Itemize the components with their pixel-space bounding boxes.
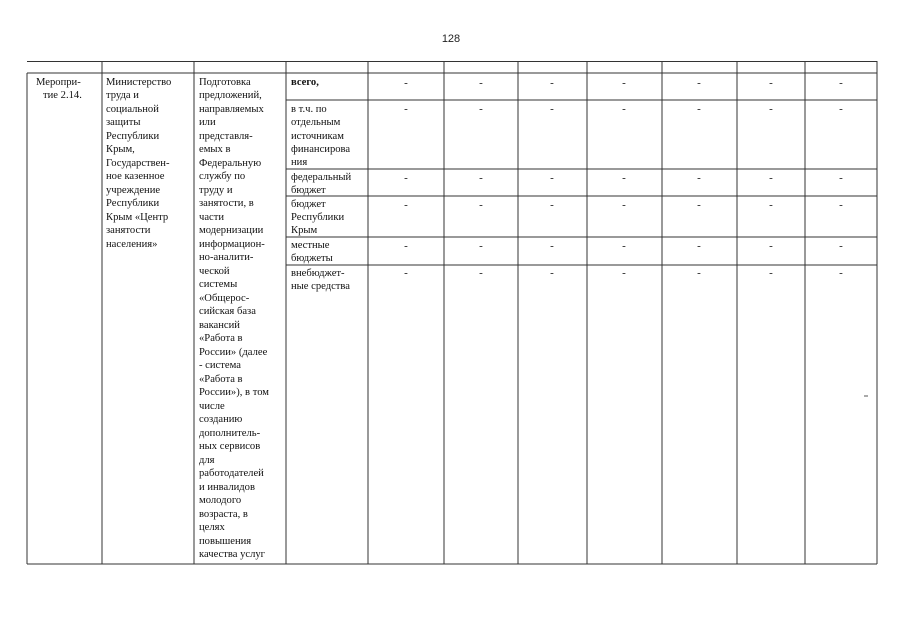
description-line: России» (далее xyxy=(199,347,268,358)
description-line: и инвалидов xyxy=(199,482,255,493)
funding-value: - xyxy=(697,103,701,115)
executor-line: населения» xyxy=(106,239,158,250)
funding-value: - xyxy=(479,240,483,252)
description-line: сийская база xyxy=(199,306,256,317)
description-line: «Работа в xyxy=(199,333,243,344)
funding-value: - xyxy=(769,267,773,279)
funding-value: - xyxy=(697,77,701,89)
funding-source-label: всего, xyxy=(291,77,319,88)
funding-source-label: бюджет xyxy=(291,199,326,210)
executor-line: труда и xyxy=(106,90,139,101)
description-line: возраста, в xyxy=(199,509,248,520)
executor-line: Крым «Центр xyxy=(106,212,169,223)
description-line: повышения xyxy=(199,536,252,547)
funding-source-label: ные средства xyxy=(291,281,350,292)
executor-line: ное казенное xyxy=(106,171,165,182)
description-line: для xyxy=(199,455,215,466)
funding-value: - xyxy=(404,103,408,115)
funding-value: - xyxy=(769,77,773,89)
description-line: службу по xyxy=(199,171,246,182)
funding-value: - xyxy=(550,172,554,184)
description-line: труду и xyxy=(199,185,233,196)
funding-value: - xyxy=(622,172,626,184)
funding-value: - xyxy=(404,240,408,252)
description-line: числе xyxy=(199,401,225,412)
description-line: ных сервисов xyxy=(199,441,261,452)
description-line: Подготовка xyxy=(199,77,251,88)
funding-value: - xyxy=(622,199,626,211)
description-line: дополнитель- xyxy=(199,428,261,439)
executor-line: занятости xyxy=(106,225,151,236)
funding-source-label: бюджеты xyxy=(291,253,333,264)
description-line: «Общерос- xyxy=(199,293,250,304)
funding-value: - xyxy=(404,77,408,89)
event-number-line: Меропри- xyxy=(36,77,81,88)
description-line: системы xyxy=(199,279,238,290)
description-line: направляемых xyxy=(199,104,264,115)
executor-line: Государствен- xyxy=(106,158,170,169)
funding-source-label: ния xyxy=(291,157,308,168)
funding-value: - xyxy=(479,77,483,89)
description-line: созданию xyxy=(199,414,243,425)
description-line: модернизации xyxy=(199,225,264,236)
funding-source-label: внебюджет- xyxy=(291,268,345,279)
executor-line: защиты xyxy=(106,117,141,128)
funding-source-label: федеральный xyxy=(291,172,352,183)
funding-source-label: Республики xyxy=(291,212,345,223)
funding-value: - xyxy=(622,267,626,279)
funding-value: - xyxy=(769,199,773,211)
description-line: молодого xyxy=(199,495,242,506)
funding-value: - xyxy=(550,267,554,279)
funding-source-label: в т.ч. по xyxy=(291,104,327,115)
funding-value: - xyxy=(769,103,773,115)
description-line: но-аналити- xyxy=(199,252,254,263)
description-line: России»), в том xyxy=(199,387,269,398)
funding-value: - xyxy=(839,77,843,89)
funding-value: - xyxy=(697,199,701,211)
funding-value: - xyxy=(550,103,554,115)
executor-line: Крым, xyxy=(106,144,135,155)
executor-line: социальной xyxy=(106,104,159,115)
funding-value: - xyxy=(550,240,554,252)
funding-source-label: источникам xyxy=(291,131,344,142)
funding-value: - xyxy=(622,103,626,115)
funding-value: - xyxy=(769,240,773,252)
funding-value: - xyxy=(404,267,408,279)
funding-value: - xyxy=(839,199,843,211)
description-line: работодателей xyxy=(199,468,264,479)
executor-line: Республики xyxy=(106,131,160,142)
funding-value: - xyxy=(697,240,701,252)
executor-line: Республики xyxy=(106,198,160,209)
description-line: или xyxy=(199,117,216,128)
funding-value: - xyxy=(622,77,626,89)
funding-value: - xyxy=(697,172,701,184)
funding-value: - xyxy=(550,77,554,89)
funding-value: - xyxy=(622,240,626,252)
description-line: Федеральную xyxy=(199,158,262,169)
description-line: представля- xyxy=(199,131,253,142)
funding-value: - xyxy=(839,172,843,184)
funding-source-label: бюджет xyxy=(291,185,326,196)
description-line: качества услуг xyxy=(199,549,266,560)
funding-value: - xyxy=(404,199,408,211)
funding-value: - xyxy=(839,267,843,279)
funding-source-label: Крым xyxy=(291,225,318,236)
description-line: предложений, xyxy=(199,90,262,101)
funding-source-label: отдельным xyxy=(291,117,341,128)
description-line: информацион- xyxy=(199,239,265,250)
page-number: 128 xyxy=(441,33,461,45)
funding-value: - xyxy=(697,267,701,279)
executor-line: Министерство xyxy=(106,77,172,88)
description-line: ческой xyxy=(199,266,230,277)
description-line: части xyxy=(199,212,225,223)
funding-value: - xyxy=(839,240,843,252)
funding-value: - xyxy=(479,199,483,211)
funding-value: - xyxy=(769,172,773,184)
executor-line: учреждение xyxy=(106,185,161,196)
funding-source-label: финансирова xyxy=(291,144,351,155)
funding-value: - xyxy=(479,267,483,279)
funding-value: - xyxy=(479,103,483,115)
funding-source-label: местные xyxy=(291,240,330,251)
description-line: вакансий xyxy=(199,320,240,331)
event-number-line: тие 2.14. xyxy=(43,90,82,101)
description-line: занятости, в xyxy=(199,198,254,209)
description-line: емых в xyxy=(199,144,231,155)
description-line: «Работа в xyxy=(199,374,243,385)
funding-value: - xyxy=(404,172,408,184)
description-line: - система xyxy=(199,360,241,371)
funding-value: - xyxy=(479,172,483,184)
funding-value: - xyxy=(839,103,843,115)
description-line: целях xyxy=(199,522,225,533)
funding-value: - xyxy=(550,199,554,211)
